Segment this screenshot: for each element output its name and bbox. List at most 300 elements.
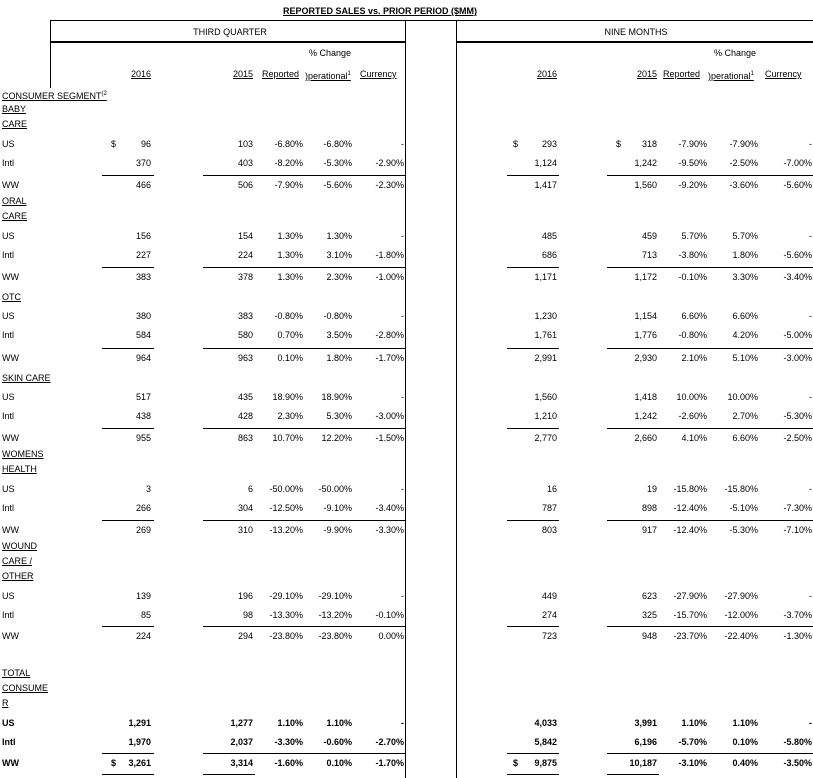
- header-top-rule: [50, 20, 813, 21]
- row-label: Intl: [2, 411, 15, 421]
- q-op-cell: 18.90%: [321, 392, 352, 402]
- n-cur-cell: -: [809, 311, 812, 321]
- category-label: CARE: [2, 119, 28, 129]
- n-col-currency: Currency: [765, 69, 802, 79]
- n-p-cell: 318: [641, 139, 657, 149]
- n-cur-cell: -5.00%: [783, 330, 812, 340]
- q-col-2015: 2015: [232, 69, 253, 79]
- q-rep-cell: -29.10%: [269, 591, 303, 601]
- n-op-cell: -15.80%: [724, 484, 758, 494]
- q-rep-cell: 10.70%: [272, 433, 303, 443]
- n-prior-total-rule: [607, 428, 659, 429]
- n-op-cell: -12.00%: [724, 610, 758, 620]
- n-prior-total-rule: [607, 753, 659, 754]
- q-pct-total-rule: [255, 267, 405, 268]
- n-col-operational-label: )perational: [708, 71, 751, 81]
- n-p-cell: 6,196: [634, 737, 657, 747]
- n-op-cell: 6.60%: [732, 433, 758, 443]
- q-rep-cell: 2.30%: [277, 411, 303, 421]
- n-op-cell: 1.10%: [732, 718, 758, 728]
- category-label: HEALTH: [2, 464, 37, 474]
- n-col-operational-note: 1: [750, 71, 754, 77]
- q-cur-cell: -0.10%: [375, 610, 404, 620]
- n-op-cell: 5.10%: [732, 353, 758, 363]
- nine-months-rule: [456, 41, 813, 43]
- n-prior-total-rule: [607, 348, 659, 349]
- q-cur-cell: -1.00%: [375, 272, 404, 282]
- n-p-cell: 1,172: [634, 272, 657, 282]
- q-prior-total-rule: [203, 520, 255, 521]
- n-cur-cell: -2.50%: [783, 433, 812, 443]
- n-col-operational: [708, 69, 754, 82]
- n-cur-cell: -: [809, 591, 812, 601]
- q-prior-total-rule: [203, 267, 255, 268]
- n-c-cell: 4,033: [534, 718, 557, 728]
- n-rep-cell: 2.10%: [681, 353, 707, 363]
- n-p-cell: 1,560: [634, 180, 657, 190]
- n-p-cell: 917: [641, 525, 657, 535]
- n-c-cell: 1,124: [534, 158, 557, 168]
- n-rep-cell: 1.10%: [681, 718, 707, 728]
- q-c-cell: 3,261: [128, 758, 151, 768]
- row-label: US: [2, 591, 15, 601]
- category-label: CARE /: [2, 556, 33, 566]
- q-op-cell: 3.10%: [326, 250, 352, 260]
- q-p-cell: 3,314: [230, 758, 253, 768]
- n-rep-cell: -7.90%: [678, 139, 707, 149]
- n-op-cell: 4.20%: [732, 330, 758, 340]
- q-pct-total-rule: [255, 520, 405, 521]
- n-cur-cell: -: [809, 718, 812, 728]
- q-pct-total-rule: [255, 175, 405, 176]
- n-prior-dollar-sign: $: [616, 139, 622, 149]
- n-current-total-rule: [507, 753, 559, 754]
- q-p-cell: 403: [237, 158, 253, 168]
- q-cur-cell: -2.70%: [375, 737, 404, 747]
- q-rep-cell: 1.10%: [277, 718, 303, 728]
- n-c-cell: 9,875: [534, 758, 557, 768]
- n-rep-cell: 6.60%: [681, 311, 707, 321]
- q-current-total-rule: [102, 520, 154, 521]
- q-op-cell: 12.20%: [321, 433, 352, 443]
- q-cur-cell: -3.40%: [375, 503, 404, 513]
- n-p-cell: 713: [641, 250, 657, 260]
- n-p-cell: 325: [641, 610, 657, 620]
- segment-label-text: CONSUMER SEGMENT: [2, 91, 102, 101]
- n-rep-cell: -3.80%: [678, 250, 707, 260]
- n-op-cell: 6.60%: [732, 311, 758, 321]
- n-p-cell: 2,930: [634, 353, 657, 363]
- q-rep-cell: -13.20%: [269, 525, 303, 535]
- n-prior-bottom-rule: [607, 774, 659, 775]
- q-c-cell: 139: [135, 591, 151, 601]
- q-p-cell: 435: [237, 392, 253, 402]
- q-c-cell: 96: [140, 139, 151, 149]
- q-c-cell: 466: [135, 180, 151, 190]
- category-label: WOUND: [2, 541, 37, 551]
- row-label: Intl: [2, 330, 15, 340]
- n-op-cell: -5.10%: [729, 503, 758, 513]
- q-p-cell: 383: [237, 311, 253, 321]
- q-op-cell: -0.80%: [323, 311, 352, 321]
- q-p-cell: 304: [237, 503, 253, 513]
- q-col-reported: Reported: [262, 69, 300, 79]
- q-bottom-rule: [102, 774, 154, 775]
- q-current-total-rule: [102, 175, 154, 176]
- q-p-cell: 2,037: [230, 737, 253, 747]
- n-p-cell: 459: [641, 231, 657, 241]
- q-p-cell: 428: [237, 411, 253, 421]
- n-c-cell: 1,560: [534, 392, 557, 402]
- n-c-cell: 686: [541, 250, 557, 260]
- n-rep-cell: -0.10%: [678, 272, 707, 282]
- q-op-cell: 1.80%: [326, 353, 352, 363]
- n-rep-cell: -9.50%: [678, 158, 707, 168]
- n-cur-cell: -: [809, 139, 812, 149]
- n-p-cell: 10,187: [629, 758, 657, 768]
- n-current-total-rule: [507, 348, 559, 349]
- q-cur-cell: -: [401, 718, 404, 728]
- q-p-cell: 224: [237, 250, 253, 260]
- n-cur-cell: -: [809, 231, 812, 241]
- q-cur-cell: -: [401, 311, 404, 321]
- row-label: WW: [2, 631, 19, 641]
- q-dollar-sign: $: [111, 758, 117, 768]
- n-p-cell: 1,242: [634, 411, 657, 421]
- n-cur-cell: -5.30%: [783, 411, 812, 421]
- n-prior-total-rule: [607, 267, 659, 268]
- n-op-cell: -5.30%: [729, 525, 758, 535]
- n-current-total-rule: [507, 520, 559, 521]
- q-c-cell: 584: [135, 330, 151, 340]
- q-c-cell: 156: [135, 231, 151, 241]
- q-rep-cell: -50.00%: [269, 484, 303, 494]
- n-rep-cell: 4.10%: [681, 433, 707, 443]
- q-op-cell: -13.20%: [318, 610, 352, 620]
- n-c-cell: 787: [541, 503, 557, 513]
- q-c-cell: 438: [135, 411, 151, 421]
- row-label: WW: [2, 525, 19, 535]
- row-label: Intl: [2, 737, 16, 747]
- n-c-cell: 803: [541, 525, 557, 535]
- third-quarter-header: THIRD QUARTER: [193, 27, 267, 37]
- q-c-cell: 266: [135, 503, 151, 513]
- q-rep-cell: 1.30%: [277, 250, 303, 260]
- q-current-total-rule: [102, 753, 154, 754]
- q-rep-cell: -0.80%: [274, 311, 303, 321]
- n-pct-total-rule: [659, 520, 813, 521]
- q-op-cell: -23.80%: [318, 631, 352, 641]
- q-p-cell: 6: [247, 484, 253, 494]
- row-label: Intl: [2, 610, 15, 620]
- n-c-cell: 1,210: [534, 411, 557, 421]
- row-label: WW: [2, 353, 19, 363]
- q-c-cell: 380: [135, 311, 151, 321]
- n-col-2016: 2016: [536, 69, 557, 79]
- q-cur-cell: 0.00%: [378, 631, 404, 641]
- n-cur-cell: -1.30%: [783, 631, 812, 641]
- q-cur-cell: -1.70%: [375, 353, 404, 363]
- n-cur-cell: -3.00%: [783, 353, 812, 363]
- n-op-cell: 1.80%: [732, 250, 758, 260]
- q-pct-total-rule: [255, 428, 405, 429]
- n-dollar-sign: $: [513, 758, 519, 768]
- n-c-cell: 1,230: [534, 311, 557, 321]
- q-cur-cell: -1.80%: [375, 250, 404, 260]
- n-p-cell: 19: [646, 484, 657, 494]
- q-prior-total-rule: [203, 753, 255, 754]
- third-quarter-rule: [50, 41, 405, 43]
- n-rep-cell: -23.70%: [673, 631, 707, 641]
- n-pct-total-rule: [659, 348, 813, 349]
- n-prior-total-rule: [607, 175, 659, 176]
- q-pct-total-rule: [255, 626, 405, 627]
- n-pct-total-rule: [659, 428, 813, 429]
- report-title: REPORTED SALES vs. PRIOR PERIOD ($MM): [282, 6, 478, 16]
- q-current-total-rule: [102, 428, 154, 429]
- q-cur-cell: -: [401, 392, 404, 402]
- q-rep-cell: -6.80%: [274, 139, 303, 149]
- n-rep-cell: -27.90%: [673, 591, 707, 601]
- q-dollar-sign: $: [111, 139, 117, 149]
- q-cur-cell: -2.30%: [375, 180, 404, 190]
- q-op-cell: -6.80%: [323, 139, 352, 149]
- n-op-cell: -27.90%: [724, 591, 758, 601]
- segment-label-note: (2: [101, 91, 107, 97]
- n-op-cell: 10.00%: [727, 392, 758, 402]
- n-p-cell: 898: [641, 503, 657, 513]
- row-label: US: [2, 718, 15, 728]
- q-p-cell: 154: [237, 231, 253, 241]
- row-label: WW: [2, 180, 19, 190]
- n-p-cell: 623: [641, 591, 657, 601]
- q-rep-cell: 1.30%: [277, 231, 303, 241]
- q-prior-bottom-rule: [203, 774, 255, 775]
- q-op-cell: -5.60%: [323, 180, 352, 190]
- q-op-cell: 1.10%: [326, 718, 352, 728]
- q-c-cell: 370: [135, 158, 151, 168]
- segment-label: [2, 89, 107, 102]
- n-cur-cell: -5.60%: [783, 180, 812, 190]
- n-prior-total-rule: [607, 626, 659, 627]
- n-cur-cell: -3.50%: [783, 758, 812, 768]
- n-op-cell: -2.50%: [729, 158, 758, 168]
- divider-left: [405, 20, 406, 778]
- n-c-cell: 274: [541, 610, 557, 620]
- row-label: US: [2, 484, 15, 494]
- q-op-cell: 5.30%: [326, 411, 352, 421]
- q-rep-cell: -8.20%: [274, 158, 303, 168]
- q-pct-change-header: % Change: [308, 48, 352, 58]
- divider-right: [456, 20, 457, 778]
- n-current-total-rule: [507, 175, 559, 176]
- n-p-cell: 948: [641, 631, 657, 641]
- q-p-cell: 378: [237, 272, 253, 282]
- category-label: SKIN CARE: [2, 373, 51, 383]
- n-rep-cell: 5.70%: [681, 231, 707, 241]
- row-label: WW: [2, 433, 19, 443]
- q-c-cell: 269: [135, 525, 151, 535]
- q-rep-cell: -23.80%: [269, 631, 303, 641]
- q-rep-cell: -12.50%: [269, 503, 303, 513]
- n-op-cell: 3.30%: [732, 272, 758, 282]
- nine-months-header: NINE MONTHS: [604, 27, 668, 37]
- category-label: WOMENS: [2, 449, 44, 459]
- n-op-cell: -22.40%: [724, 631, 758, 641]
- n-cur-cell: -: [809, 484, 812, 494]
- row-label: Intl: [2, 503, 15, 513]
- row-label: US: [2, 311, 15, 321]
- n-col-reported: Reported: [663, 69, 701, 79]
- n-cur-cell: -3.70%: [783, 610, 812, 620]
- q-p-cell: 310: [237, 525, 253, 535]
- n-c-cell: 5,842: [534, 737, 557, 747]
- q-prior-total-rule: [203, 175, 255, 176]
- n-c-cell: 1,171: [534, 272, 557, 282]
- q-col-operational: [305, 69, 351, 82]
- q-prior-total-rule: [203, 348, 255, 349]
- q-c-cell: 224: [135, 631, 151, 641]
- q-p-cell: 196: [237, 591, 253, 601]
- n-p-cell: 1,154: [634, 311, 657, 321]
- n-c-cell: 2,770: [534, 433, 557, 443]
- row-label: Intl: [2, 158, 15, 168]
- category-label: TOTAL: [2, 668, 31, 678]
- n-current-total-rule: [507, 267, 559, 268]
- left-header-border: [50, 20, 51, 88]
- q-p-cell: 103: [237, 139, 253, 149]
- n-bottom-rule: [507, 774, 559, 775]
- n-cur-cell: -3.40%: [783, 272, 812, 282]
- q-pct-total-rule: [255, 348, 405, 349]
- q-cur-cell: -: [401, 139, 404, 149]
- n-op-cell: 5.70%: [732, 231, 758, 241]
- n-p-cell: 2,660: [634, 433, 657, 443]
- n-p-cell: 3,991: [634, 718, 657, 728]
- n-current-total-rule: [507, 428, 559, 429]
- category-label: CONSUME: [2, 683, 49, 693]
- n-rep-cell: -12.40%: [673, 525, 707, 535]
- n-c-cell: 1,761: [534, 330, 557, 340]
- category-label: ORAL: [2, 196, 27, 206]
- q-rep-cell: -7.90%: [274, 180, 303, 190]
- n-col-2015: 2015: [636, 69, 657, 79]
- n-rep-cell: -5.70%: [678, 737, 707, 747]
- row-label: US: [2, 231, 15, 241]
- category-label: OTC: [2, 292, 21, 302]
- q-op-cell: -9.90%: [323, 525, 352, 535]
- q-op-cell: 0.10%: [326, 758, 352, 768]
- n-op-cell: 0.10%: [732, 737, 758, 747]
- q-c-cell: 383: [135, 272, 151, 282]
- n-c-cell: 485: [541, 231, 557, 241]
- n-c-cell: 1,417: [534, 180, 557, 190]
- q-cur-cell: -1.50%: [375, 433, 404, 443]
- n-cur-cell: -: [809, 392, 812, 402]
- q-p-cell: 1,277: [230, 718, 253, 728]
- q-col-operational-label: )perational: [305, 71, 348, 81]
- q-cur-cell: -: [401, 591, 404, 601]
- n-c-cell: 449: [541, 591, 557, 601]
- q-c-cell: 1,970: [128, 737, 151, 747]
- q-cur-cell: -2.90%: [375, 158, 404, 168]
- n-rep-cell: -15.80%: [673, 484, 707, 494]
- row-label: WW: [2, 272, 19, 282]
- q-p-cell: 963: [237, 353, 253, 363]
- q-rep-cell: -13.30%: [269, 610, 303, 620]
- q-op-cell: -5.30%: [323, 158, 352, 168]
- n-rep-cell: -9.20%: [678, 180, 707, 190]
- q-cur-cell: -1.70%: [375, 758, 404, 768]
- q-p-cell: 294: [237, 631, 253, 641]
- q-op-cell: 1.30%: [326, 231, 352, 241]
- n-op-cell: 2.70%: [732, 411, 758, 421]
- q-rep-cell: 0.70%: [277, 330, 303, 340]
- category-label: CARE: [2, 211, 28, 221]
- q-col-currency: Currency: [360, 69, 397, 79]
- q-col-operational-note: 1: [347, 71, 351, 77]
- n-op-cell: 0.40%: [732, 758, 758, 768]
- n-cur-cell: -7.30%: [783, 503, 812, 513]
- q-c-cell: 955: [135, 433, 151, 443]
- category-label: BABY: [2, 104, 27, 114]
- q-p-cell: 98: [242, 610, 253, 620]
- q-rep-cell: 1.30%: [277, 272, 303, 282]
- n-current-total-rule: [507, 626, 559, 627]
- q-p-cell: 863: [237, 433, 253, 443]
- q-current-total-rule: [102, 348, 154, 349]
- n-c-cell: 293: [541, 139, 557, 149]
- n-pct-total-rule: [659, 626, 813, 627]
- n-c-cell: 16: [546, 484, 557, 494]
- n-rep-cell: -3.10%: [678, 758, 707, 768]
- n-c-cell: 723: [541, 631, 557, 641]
- n-cur-cell: -7.10%: [783, 525, 812, 535]
- category-label: OTHER: [2, 571, 34, 581]
- n-pct-total-rule: [659, 175, 813, 176]
- n-op-cell: -7.90%: [729, 139, 758, 149]
- n-rep-cell: -0.80%: [678, 330, 707, 340]
- q-col-2016: 2016: [130, 69, 151, 79]
- q-c-cell: 964: [135, 353, 151, 363]
- n-dollar-sign: $: [513, 139, 519, 149]
- q-c-cell: 1,291: [128, 718, 151, 728]
- q-rep-cell: 0.10%: [277, 353, 303, 363]
- q-rep-cell: -3.30%: [274, 737, 303, 747]
- n-op-cell: -3.60%: [729, 180, 758, 190]
- q-pct-total-rule: [255, 753, 405, 754]
- q-c-cell: 3: [145, 484, 151, 494]
- n-cur-cell: -5.80%: [783, 737, 812, 747]
- row-label: US: [2, 392, 15, 402]
- n-c-cell: 2,991: [534, 353, 557, 363]
- n-p-cell: 1,418: [634, 392, 657, 402]
- q-op-cell: 3.50%: [326, 330, 352, 340]
- q-prior-total-rule: [203, 626, 255, 627]
- n-p-cell: 1,776: [634, 330, 657, 340]
- n-pct-total-rule: [659, 753, 813, 754]
- row-label: Intl: [2, 250, 15, 260]
- row-label: US: [2, 139, 15, 149]
- n-rep-cell: -12.40%: [673, 503, 707, 513]
- q-op-cell: -9.10%: [323, 503, 352, 513]
- n-rep-cell: 10.00%: [676, 392, 707, 402]
- n-pct-total-rule: [659, 267, 813, 268]
- q-c-cell: 517: [135, 392, 151, 402]
- q-cur-cell: -3.00%: [375, 411, 404, 421]
- n-cur-cell: -5.60%: [783, 250, 812, 260]
- n-rep-cell: -2.60%: [678, 411, 707, 421]
